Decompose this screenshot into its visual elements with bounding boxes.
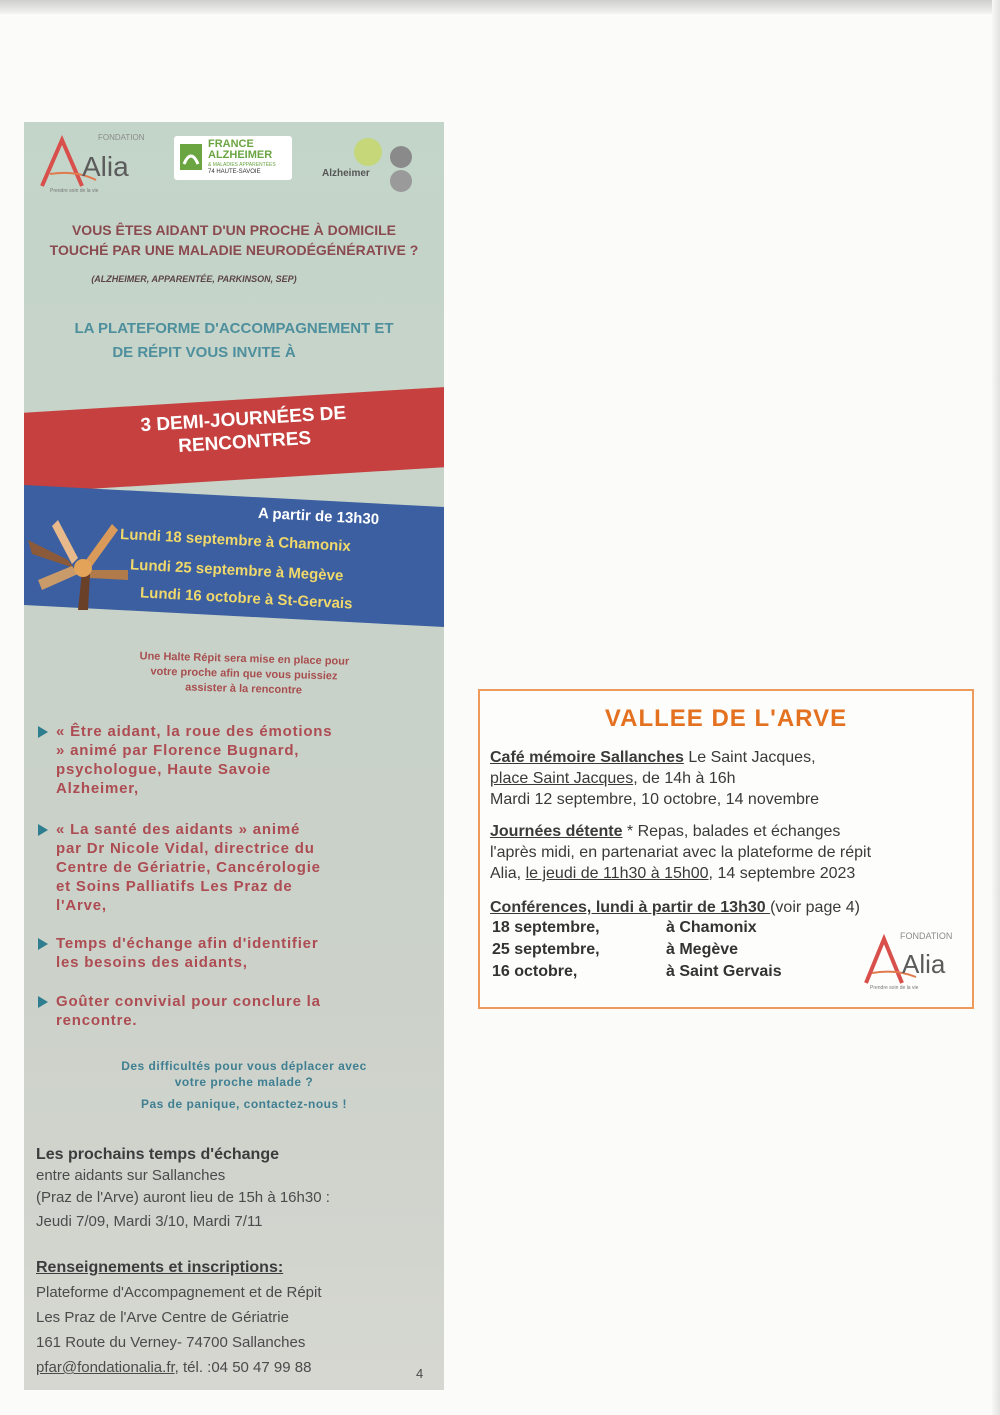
detente-line-3 (490, 863, 960, 884)
halte-repit-note (63, 647, 424, 701)
bullet-item-4 (56, 992, 436, 1030)
bullet-2-line: par Dr Nicole Vidal, directrice du (56, 840, 315, 857)
conf-date-1: 18 septembre, (492, 919, 600, 936)
france-alzheimer-icon (178, 142, 204, 172)
bullet-3-line: les besoins des aidants, (56, 954, 248, 971)
start-time: A partir de 13h30 (257, 504, 380, 529)
alia-tagline: Prendre soin de la vie (50, 188, 99, 194)
fa-line-2: ALZHEIMER (208, 149, 273, 161)
contact-info (36, 1256, 436, 1380)
banner-line-1: 3 DEMI-JOURNÉES DE (139, 402, 347, 437)
contact-email-link[interactable]: pfar@fondationalia.fr (36, 1359, 175, 1376)
bullet-1-line: « Être aidant, la roue des émotions (56, 723, 333, 740)
detente-date: 14 septembre 2023 (713, 865, 856, 882)
scan-edge-right (992, 0, 1000, 1415)
bullet-1-line: » animé par Florence Bugnard, (56, 742, 300, 759)
alia-small-name: Alia (902, 949, 946, 979)
alia-small-tagline: Prendre soin de la vie (870, 985, 919, 991)
box-title: VALLEE DE L'ARVE (604, 705, 848, 732)
date-1: Lundi 18 septembre à Chamonix (119, 525, 352, 556)
cafe-line-1 (490, 747, 960, 768)
conf-page-ref: (voir page 4) (770, 899, 860, 916)
detente-line-1 (490, 821, 960, 842)
page-number: 4 (416, 1366, 424, 1381)
cafe-place: place Saint Jacques (490, 770, 634, 787)
vallee-arve-box (478, 689, 974, 1009)
contact-line: Les Praz de l'Arve Centre de Gériatrie (36, 1309, 289, 1326)
logo-circle-grey-2 (390, 170, 412, 192)
detente-time: le jeudi de 11h30 à 15h00, (525, 865, 713, 882)
bullet-1-line: Alzheimer, (56, 780, 140, 797)
bullet-2-line: « La santé des aidants » animé (56, 821, 301, 838)
contact-line: 161 Route du Verney- 74700 Sallanches (36, 1334, 306, 1351)
contact-phone: , tél. :04 50 47 99 88 (174, 1359, 312, 1376)
invite-line-2: DE RÉPIT VOUS INVITE À (112, 344, 296, 361)
cafe-venue: Le Saint Jacques, (683, 749, 816, 766)
date-2: Lundi 25 septembre à Megève (129, 556, 344, 585)
date-3: Lundi 16 octobre à St-Gervais (139, 584, 353, 613)
conf-place-2: à Megève (666, 941, 739, 958)
bullet-3-line: Temps d'échange afin d'identifier (56, 935, 319, 952)
difficulty-line-1: Des difficultés pour vous déplacer avec (121, 1059, 367, 1073)
cafe-hours: , de 14h à 16h (633, 770, 736, 787)
detente-label: Journées détente (490, 823, 623, 840)
question-line-2: TOUCHÉ PAR UNE MALADIE NEURODÉGÉNÉRATIVE ? (49, 242, 419, 258)
halte-line-2: votre proche afin que vous puissiez (150, 665, 338, 683)
bullet-item-1 (56, 722, 436, 798)
halte-line-3: assister à la rencontre (185, 681, 303, 697)
next-sessions (36, 1144, 436, 1234)
detente-alia: Alia, (490, 865, 526, 882)
conf-label: Conférences, lundi à partir de 13h30 (490, 899, 771, 916)
fa-line-3: & MALADIES APPARENTÉES (208, 162, 276, 168)
bullet-2-line: Centre de Gériatrie, Cancérologie (56, 859, 321, 876)
conf-date-3: 16 octobre, (492, 963, 578, 980)
detente-desc: * Repas, balades et échanges (622, 823, 841, 840)
cafe-dates: Mardi 12 septembre, 10 octobre, 14 novembre (490, 791, 820, 808)
difficulty-note (54, 1058, 434, 1112)
bullet-arrow-icon (38, 726, 48, 738)
event-flyer (24, 122, 444, 1390)
contact-email-phone (36, 1355, 436, 1380)
halte-line-1: Une Halte Répit sera mise en place pour (139, 650, 350, 668)
next-sessions-line: Jeudi 7/09, Mardi 3/10, Mardi 7/11 (36, 1213, 263, 1230)
bullet-item-3 (56, 934, 436, 972)
logo-circle-grey (390, 146, 412, 168)
bullet-2-line: l'Arve, (56, 897, 107, 914)
question-line-1: VOUS ÊTES AIDANT D'UN PROCHE À DOMICILE (71, 222, 397, 238)
fa-line-1: FRANCE (208, 138, 254, 150)
bullet-2-line: et Soins Palliatifs Les Praz de (56, 878, 293, 895)
bullet-arrow-icon (38, 824, 48, 836)
alia-logo-small (860, 931, 960, 991)
contact-line: Plateforme d'Accompagnement et de Répit (36, 1284, 322, 1301)
invite-line-1: LA PLATEFORME D'ACCOMPAGNEMENT ET (74, 320, 394, 337)
bullet-arrow-icon (38, 938, 48, 950)
banner-line-2: RENCONTRES (177, 427, 312, 458)
next-sessions-line: entre aidants sur Sallanches (36, 1167, 226, 1184)
cafe-line-2 (490, 768, 960, 789)
france-alzheimer-logo (174, 136, 292, 180)
difficulty-line-2: votre proche malade ? (174, 1075, 314, 1089)
conf-place-3: à Saint Gervais (666, 963, 782, 980)
question-sub: (ALZHEIMER, APPARENTÉE, PARKINSON, SEP) (91, 274, 297, 284)
logo-circle-green (354, 138, 382, 166)
conf-place-1: à Chamonix (666, 919, 757, 936)
scan-edge-top (0, 0, 1000, 14)
cafe-label: Café mémoire Sallanches (490, 749, 684, 766)
alia-small-foundation: FONDATION (900, 931, 953, 941)
next-sessions-title: Les prochains temps d'échange (36, 1146, 279, 1163)
difficulty-line-3: Pas de panique, contactez-nous ! (140, 1097, 348, 1111)
bullet-arrow-icon (38, 996, 48, 1008)
bullet-4-line: rencontre. (56, 1012, 138, 1029)
bullet-4-line: Goûter convivial pour conclure la (56, 993, 321, 1010)
alzheimer-logo (322, 132, 422, 188)
fa-line-4: 74 HAUTE-SAVOIE (208, 169, 261, 175)
alia-logo (36, 130, 148, 194)
conf-date-2: 25 septembre, (492, 941, 600, 958)
next-sessions-line: (Praz de l'Arve) auront lieu de 15h à 16h30 : (36, 1189, 330, 1206)
alia-name: Alia (82, 151, 129, 182)
detente-line-2: l'après midi, en partenariat avec la plateforme de répit (490, 844, 872, 861)
alia-foundation-label: FONDATION (98, 133, 145, 142)
alzheimer-logo-text: Alzheimer (322, 168, 370, 179)
contact-title: Renseignements et inscriptions: (36, 1259, 284, 1276)
bullet-1-line: psychologue, Haute Savoie (56, 761, 272, 778)
bullet-item-2 (56, 820, 436, 915)
conf-line (490, 897, 960, 918)
